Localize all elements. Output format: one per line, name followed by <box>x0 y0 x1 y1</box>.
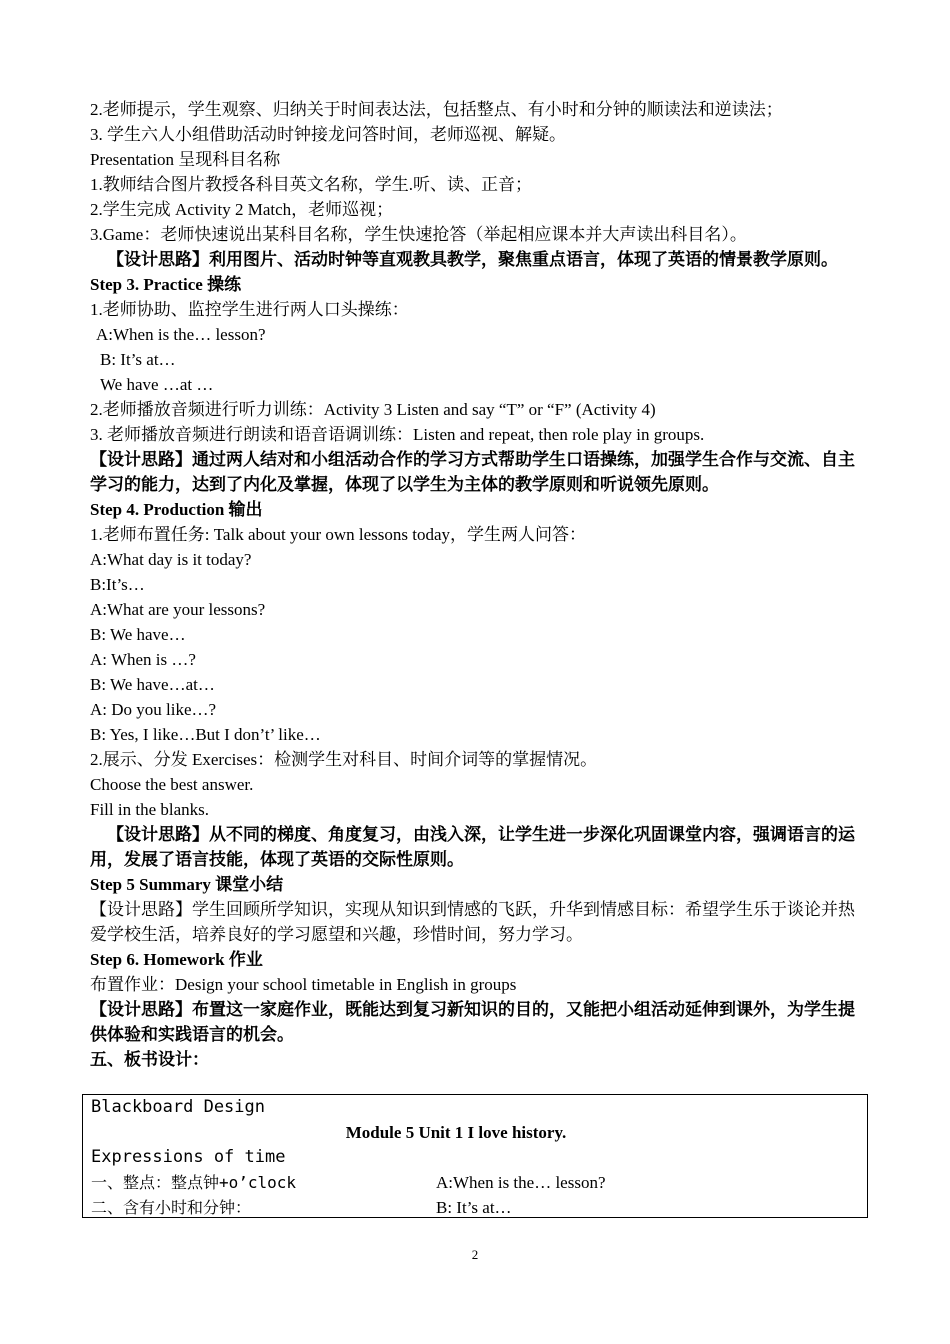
text-line: 2.老师提示，学生观察、归纳关于时间表达法，包括整点、有小时和分钟的顺读法和逆读法； <box>90 100 783 119</box>
text-line: Choose the best answer. <box>90 775 254 794</box>
dialogue-line: A:When is the… lesson? <box>96 325 266 344</box>
blackboard-row <box>91 1170 861 1195</box>
dialogue-line: B: Yes, I like…But I don’t’ like… <box>90 725 321 744</box>
design-note: 【设计思路】从不同的梯度、角度复习，由浅入深，让学生进一步深化巩固课堂内容，强调语言的运用，发展了语言技能，体现了英语的交际性原则。 <box>90 825 855 869</box>
dialogue-line: B:It’s… <box>90 575 145 594</box>
step-heading: Step 3. Practice 操练 <box>90 275 242 294</box>
blackboard-title: Module 5 Unit 1 I love history. <box>345 1123 567 1142</box>
dialogue-line: B: It’s at… <box>100 350 176 369</box>
blackboard-right-text: B: It’s at… <box>436 1198 512 1217</box>
dialogue-line: B: We have…at… <box>90 675 215 694</box>
text-line: 2.展示、分发 Exercises：检测学生对科目、时间介词等的掌握情况。 <box>90 750 598 769</box>
dialogue-line: We have …at … <box>100 375 214 394</box>
text-line: Fill in the blanks. <box>90 800 209 819</box>
dialogue-line: A:What are your lessons? <box>90 600 266 619</box>
design-note: 【设计思路】布置这一家庭作业，既能达到复习新知识的目的，又能把小组活动延伸到课外，为学生提供体验和实践语言的机会。 <box>90 1000 855 1044</box>
dialogue-line: A:What day is it today? <box>90 550 252 569</box>
section-heading: 五、板书设计： <box>90 1050 209 1069</box>
blackboard-design-box <box>82 1094 868 1218</box>
page-number: 2 <box>471 1247 479 1262</box>
blackboard-subtitle: Expressions of time <box>91 1147 286 1167</box>
blackboard-row <box>91 1195 861 1220</box>
design-note: 【设计思路】学生回顾所学知识，实现从知识到情感的飞跃，升华到情感目标：希望学生乐于谈论并热爱学校生活，培养良好的学习愿望和兴趣，珍惜时间，努力学习。 <box>90 900 855 944</box>
dialogue-line: A: When is …? <box>90 650 196 669</box>
text-line: 2.老师播放音频进行听力训练：Activity 3 Listen and say “T” or “F” (Activity 4) <box>90 400 656 419</box>
text-line: 3. 学生六人小组借助活动时钟接龙问答时间，老师巡视、解疑。 <box>90 125 566 144</box>
blackboard-label: Blackboard Design <box>91 1097 265 1117</box>
document-body <box>90 97 870 1072</box>
step-heading: Step 4. Production 输出 <box>90 500 263 519</box>
text-line: 1.老师协助、监控学生进行两人口头操练： <box>90 300 409 319</box>
text-line: 布置作业：Design your school timetable in English in groups <box>90 975 517 994</box>
text-line: 3.Game：老师快速说出某科目名称，学生快速抢答（举起相应课本并大声读出科目名）。 <box>90 225 747 244</box>
text-line: 1.老师布置任务: Talk about your own lessons today，学生两人问答： <box>90 525 587 544</box>
blackboard-right-text: A:When is the… lesson? <box>436 1173 606 1192</box>
dialogue-line: A: Do you like…? <box>90 700 217 719</box>
design-note: 【设计思路】利用图片、活动时钟等直观教具教学，聚焦重点语言，体现了英语的情景教学原则。 <box>107 250 838 269</box>
text-line: 2.学生完成 Activity 2 Match，老师巡视； <box>90 200 394 219</box>
step-heading: Step 5 Summary 课堂小结 <box>90 875 284 894</box>
text-line: Presentation 呈现科目名称 <box>90 150 281 169</box>
text-line: 1.教师结合图片教授各科目英文名称，学生.听、读、正音； <box>90 175 532 194</box>
design-note: 【设计思路】通过两人结对和小组活动合作的学习方式帮助学生口语操练，加强学生合作与交流、自主学习的能力，达到了内化及掌握，体现了以学生为主体的教学原则和听说领先原则。 <box>90 450 855 494</box>
blackboard-left-text: 一、整点：整点钟+o’clock <box>91 1173 297 1192</box>
step-heading: Step 6. Homework 作业 <box>90 950 263 969</box>
dialogue-line: B: We have… <box>90 625 186 644</box>
text-line: 3. 老师播放音频进行朗读和语音语调训练：Listen and repeat, then role play in groups. <box>90 425 705 444</box>
blackboard-left-text: 二、含有小时和分钟： <box>91 1198 252 1217</box>
